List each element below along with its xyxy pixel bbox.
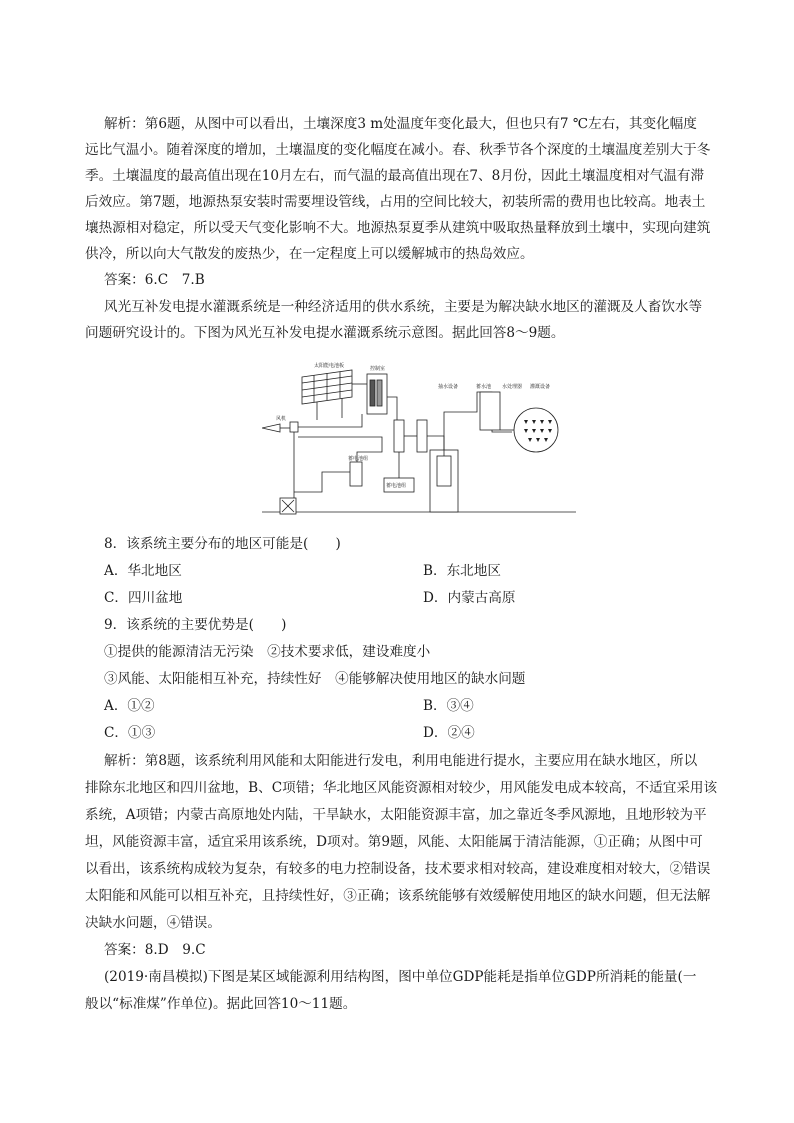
q8-option-c[interactable]: C．四川盆地	[104, 590, 183, 606]
analysis-2-line-7: 决缺水问题，④错误。	[85, 915, 221, 931]
analysis-1-line-1: 解析：第6题，从图中可以看出，土壤深度3 m处温度年变化最大，但也只有7 ℃左右，其变化幅度	[104, 116, 697, 132]
label-pump-equipment: 抽水设备	[438, 384, 459, 390]
answer-2: 答案：8.D 9.C	[104, 942, 206, 958]
intro-line-1: 风光互补发电提水灌溉系统是一种经济适用的供水系统，主要是为解决缺水地区的灌溉及人畜饮水等	[104, 299, 703, 315]
label-water-treatment: 水处理器	[502, 384, 523, 390]
analysis-1-line-4: 后效应。第7题，地源热泵安装时需要埋设管线，占用的空间比较大，初装所需的费用也比较高。地表土	[85, 194, 706, 210]
q8-stem: 8．该系统主要分布的地区可能是( )	[104, 536, 341, 552]
q9-option-c[interactable]: C．①③	[104, 725, 156, 741]
label-wind-turbine: 风机	[276, 416, 287, 422]
irrigation-system-diagram	[262, 352, 576, 530]
analysis-2-line-1: 解析：第8题，该系统利用风能和太阳能进行发电，利用电能进行提水，主要应用在缺水地区，所以	[104, 753, 698, 769]
analysis-2-line-3: 系统，A项错；内蒙古高原地处内陆，干旱缺水，太阳能资源丰富，加之靠近冬季风源地，且地形较为平	[85, 807, 707, 823]
q8-option-d[interactable]: D．内蒙古高原	[423, 590, 516, 606]
analysis-2-line-5: 以看出，该系统构成较为复杂，有较多的电力控制设备，技术要求相对较高，建设难度相对较大，②错误	[85, 861, 711, 877]
q9-stem: 9．该系统的主要优势是( )	[104, 617, 287, 633]
q9-option-b[interactable]: B．③④	[423, 698, 474, 714]
label-control-room: 控制室	[370, 366, 386, 372]
q9-statement-1: ①提供的能源清洁无污染 ②技术要求低，建设难度小	[104, 644, 431, 660]
intro2-line-2: 般以“标准煤”作单位)。据此回答10～11题。	[85, 996, 357, 1012]
label-reservoir: 蓄水池	[476, 384, 492, 390]
label-irrigation: 灌溉设备	[530, 384, 551, 390]
analysis-1-line-3: 季。土壤温度的最高值出现在10月左右，而气温的最高值出现在7、8月份，因此土壤温度相对气温有滞	[85, 168, 705, 184]
q9-option-a[interactable]: A．①②	[104, 698, 155, 714]
storage-box	[350, 462, 362, 486]
intro2-line-1: (2019·南昌模拟)下图是某区域能源利用结构图，图中单位GDP能耗是指单位GDP所消耗的能量(一	[104, 969, 697, 985]
answer-1: 答案：6.C 7.B	[104, 272, 205, 288]
analysis-1-line-2: 远比气温小。随着深度的增加，土壤温度的变化幅度在减小。春、秋季节各个深度的土壤温度差别大于冬	[85, 142, 711, 158]
analysis-2-line-4: 坦，风能资源丰富，适宜采用该系统，D项对。第9题，风能、太阳能属于清洁能源，①正确；从图中可	[85, 834, 703, 850]
label-battery: 蓄电池组	[386, 483, 407, 489]
analysis-2-line-6: 太阳能和风能可以相互补充，且持续性好，③正确；该系统能够有效缓解使用地区的缺水问题，但无法解	[85, 888, 711, 904]
q8-option-a[interactable]: A．华北地区	[104, 563, 182, 579]
q9-option-d[interactable]: D．②④	[423, 725, 475, 741]
analysis-1-line-5: 壤热源相对稳定，所以受天气变化影响不大。地源热泵夏季从建筑中吸取热量释放到土壤中，实现向建筑	[85, 220, 711, 236]
q8-option-b[interactable]: B．东北地区	[423, 563, 501, 579]
inverter-box	[394, 420, 404, 452]
label-storage: 蓄电池组	[348, 456, 369, 462]
reservoir-tank	[480, 392, 500, 430]
controller-box	[417, 420, 427, 452]
analysis-1-line-6: 供冷，所以向大气散发的废热少，在一定程度上可以缓解城市的热岛效应。	[85, 246, 534, 262]
water-pipe	[444, 392, 512, 450]
q9-statement-2: ③风能、太阳能相互补充，持续性好 ④能够解决使用地区的缺水问题	[104, 671, 526, 687]
analysis-2-line-2: 排除东北地区和四川盆地，B、C项错；华北地区风能资源相对较少，用风能发电成本较高，不适宜采用该	[85, 780, 718, 796]
solar-panel	[302, 370, 352, 420]
intro-line-2: 问题研究设计的。下图为风光互补发电提水灌溉系统示意图。据此回答8～9题。	[85, 325, 565, 341]
wind-turbine	[262, 422, 298, 510]
label-solar-panel: 太阳能电池板	[314, 363, 345, 369]
